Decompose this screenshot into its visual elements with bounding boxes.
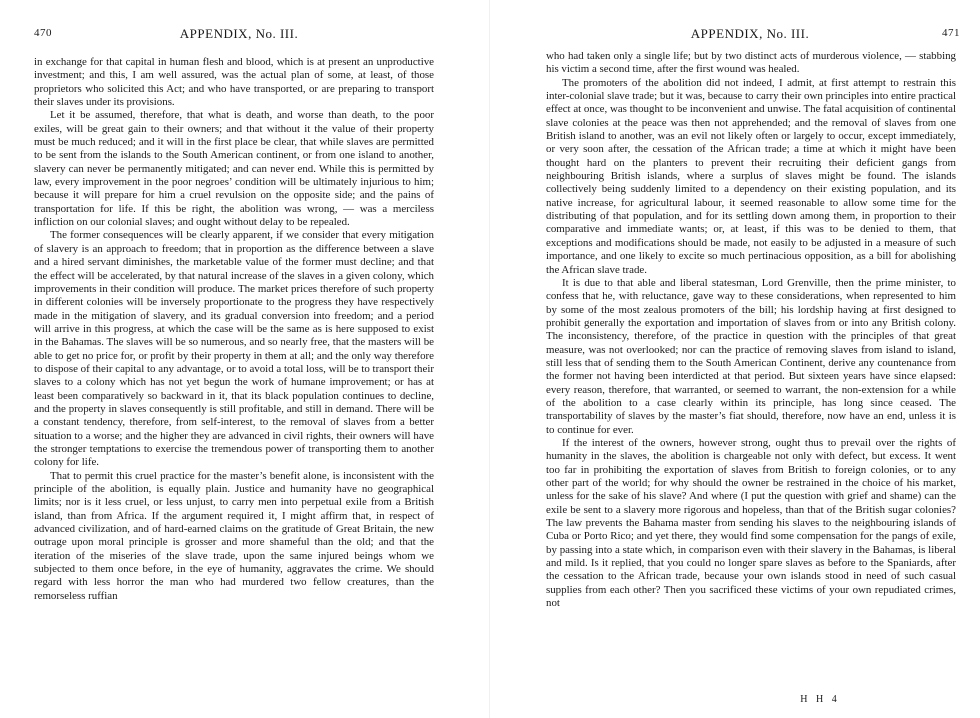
right-page-header [540, 26, 960, 44]
right-paragraph-3: It is due to that able and liberal statesman, Lord Grenville, then the prime minister, to confess that he, with reluctance, gave way to these considerations, when represented to him by some of the most zealous promoters of the bill; his lordship having at first designed to prohibit generally the exportation and importation of slaves from or into any British colony. The inconsistency, therefore, of the practice in question with the principles of that great measure, was not overlooked; nor can the practice of removing slaves from island to island, still less that of sending them to the South American Continent, derive any countenance from the former not having been interdicted at that period. But sixteen years have since elapsed: every reason, therefore, that warranted, or seemed to warrant, the non-extension for a while of the abolition to a case clearly within its principle, has long since ceased. The transportability of slaves by the master’s fiat should, therefore, now have an end, unless it is to continue for ever. [546, 276, 956, 436]
right-page [490, 0, 980, 718]
right-page-number: 471 [942, 27, 960, 39]
left-running-head: APPENDIX, No. III. [179, 26, 299, 41]
right-page-body [546, 50, 956, 670]
right-paragraph-4: If the interest of the owners, however strong, ought thus to prevail over the rights of humanity in the slaves, the abolition is chargeable not only with defect, but excess. It went too far in prohibiting the exportation of slaves from British to foreign colonies, or to any other part of the world; for why should the owner be restrained in the choice of his market, unless for the sake of his slave? And where (I put the question with grief and shame) can the exile be sent to a slavery more rigorous and hopeless, than that of the British sugar colonies? The law prevents the Bahama master from sending his slaves to the neighbouring islands of Cuba or Porto Rico; and yet there, they would find some compensation for the pangs of exile, by passing into a state which, in comparison even with their slavery in the Bahamas, is liberal and mild. Is it replied, that you could no longer spare slaves as before to the Spaniards, after the cessation to the African trade, because your own islands stood in need of such casual supplies from each other? Then you sacrificed these victims of your own repudiated crimes, not [546, 436, 956, 610]
left-page-header [34, 26, 444, 44]
right-paragraph-1: who had taken only a single life; but by two distinct acts of murderous violence, — stabbing his victim a second time, after the first wound was healed. [546, 50, 956, 76]
left-paragraph-1: in exchange for that capital in human flesh and blood, which is at present an unproductive investment; and this, I am well assured, was the actual plan of some, at least, of those proprietors who solicited this Act; and who have transported, or are preparing to transport their slaves under its provisions. [34, 56, 434, 109]
signature-mark: H H 4 [800, 694, 840, 705]
left-page-number: 470 [34, 27, 52, 39]
right-paragraph-2: The promoters of the abolition did not indeed, I admit, at first attempt to restrain this inter-colonial slave trade; but it was, because to carry their own principles into entire practical effect at once, was thought to be inconvenient and unwise. The fatal acquisition of continental slave colonies at the peace was then not apprehended; and the removal of slaves from one British island to another, was an evil not likely often or largely to occur, except immediately, or very soon after, the cessation of the African trade; a time at which it might have been thought hard on the planters to prevent their recruiting their deficient gangs from neighbouring British islands, where a surplus of slaves might be found. The islands collectively being suddenly limited to a dependency on their existing population, and its native increase, for agricultural labour, it seemed reasonable to allow some time for the distributing of that population, and for its settling down among them, in proportion to their comparative and immediate wants; or, at least, if this was to be denied to them, that exceptions and modifications should be made, not easily to be adjusted in a measure of such importance, and one likely to excite so much pertinacious opposition, as a bill for abolishing the African slave trade. [546, 76, 956, 276]
left-paragraph-3: The former consequences will be clearly apparent, if we consider that every mitigation of slavery is an approach to freedom; that in proportion as the difference between a slave and a hired servant diminishes, the marketable value of the former must decline; and that the effect will be accelerated, by that natural increase of the slaves in a given colony, which improvements in their condition will produce. The market prices therefore of such property in different colonies will be inversely proportionate to the progress they have respectively made in the mitigation of slavery, and its gradual conversion into freedom; and a period will arrive in this progress, at which the case will be the same as is here supposed to exist in the Bahamas. The slaves will be so numerous, and so nearly free, that the masters will be able to get no price for, or profit by their property in them at all; and the only way therefore to dispose of their capital to any advantage, or to avoid a total loss, will be to transport their slaves to a colony which has not yet begun the work of humane improvement; or has at least been comparatively so backward in it, that its black population continues to decline, and the property in slaves consequently is still profitable, and still in demand. There will be a constant tendency, therefore, from self-interest, to the removal of slaves from a better situation to a worse; and the higher they are advanced in civil rights, their owners will have the stronger temptations to exercise the tremendous power of transporting them to another colony for life. [34, 229, 434, 469]
right-running-head: APPENDIX, No. III. [690, 26, 810, 41]
left-page-body [34, 56, 434, 682]
left-paragraph-4: That to permit this cruel practice for the master’s benefit alone, is inconsistent with the principle of the abolition, is equally plain. Justice and humanity have no geographical limits; nor is it less cruel, or less unjust, to carry men into perpetual exile from a British island, than from Africa. If the argument required it, I might affirm that, in respect of advanced civilization, and of hard-earned claims on the gratitude of Great Britain, the new outrage upon moral principle is grosser and more shameful than the old; and that the iteration of the miseries of the slave trade, upon the same injured beings whom we subjected to them once before, in the eye of humanity, aggravates the crime. We should regard with less horror the man who had murdered two fellow creatures, than the remorseless ruffian [34, 469, 434, 602]
left-paragraph-2: Let it be assumed, therefore, that what is death, and worse than death, to the poor exiles, will be great gain to their owners; and that without it the value of their property must be much reduced; and it will in the first place be clear, that while slaves are permitted to be sent from the islands to the South American continent, or from one island to another, slavery can never be permanently mitigated; and can never end. While this is permitted by law, every improvement in the poor negroes’ condition will be ultimately injurious to him; because it will prepare for him a cruel revulsion on the opposite side; and the pains of transportation for life. If this be right, the abolition was wrong, — was a merciless infliction on our colonial slaves; and ought without delay to be repealed. [34, 109, 434, 229]
